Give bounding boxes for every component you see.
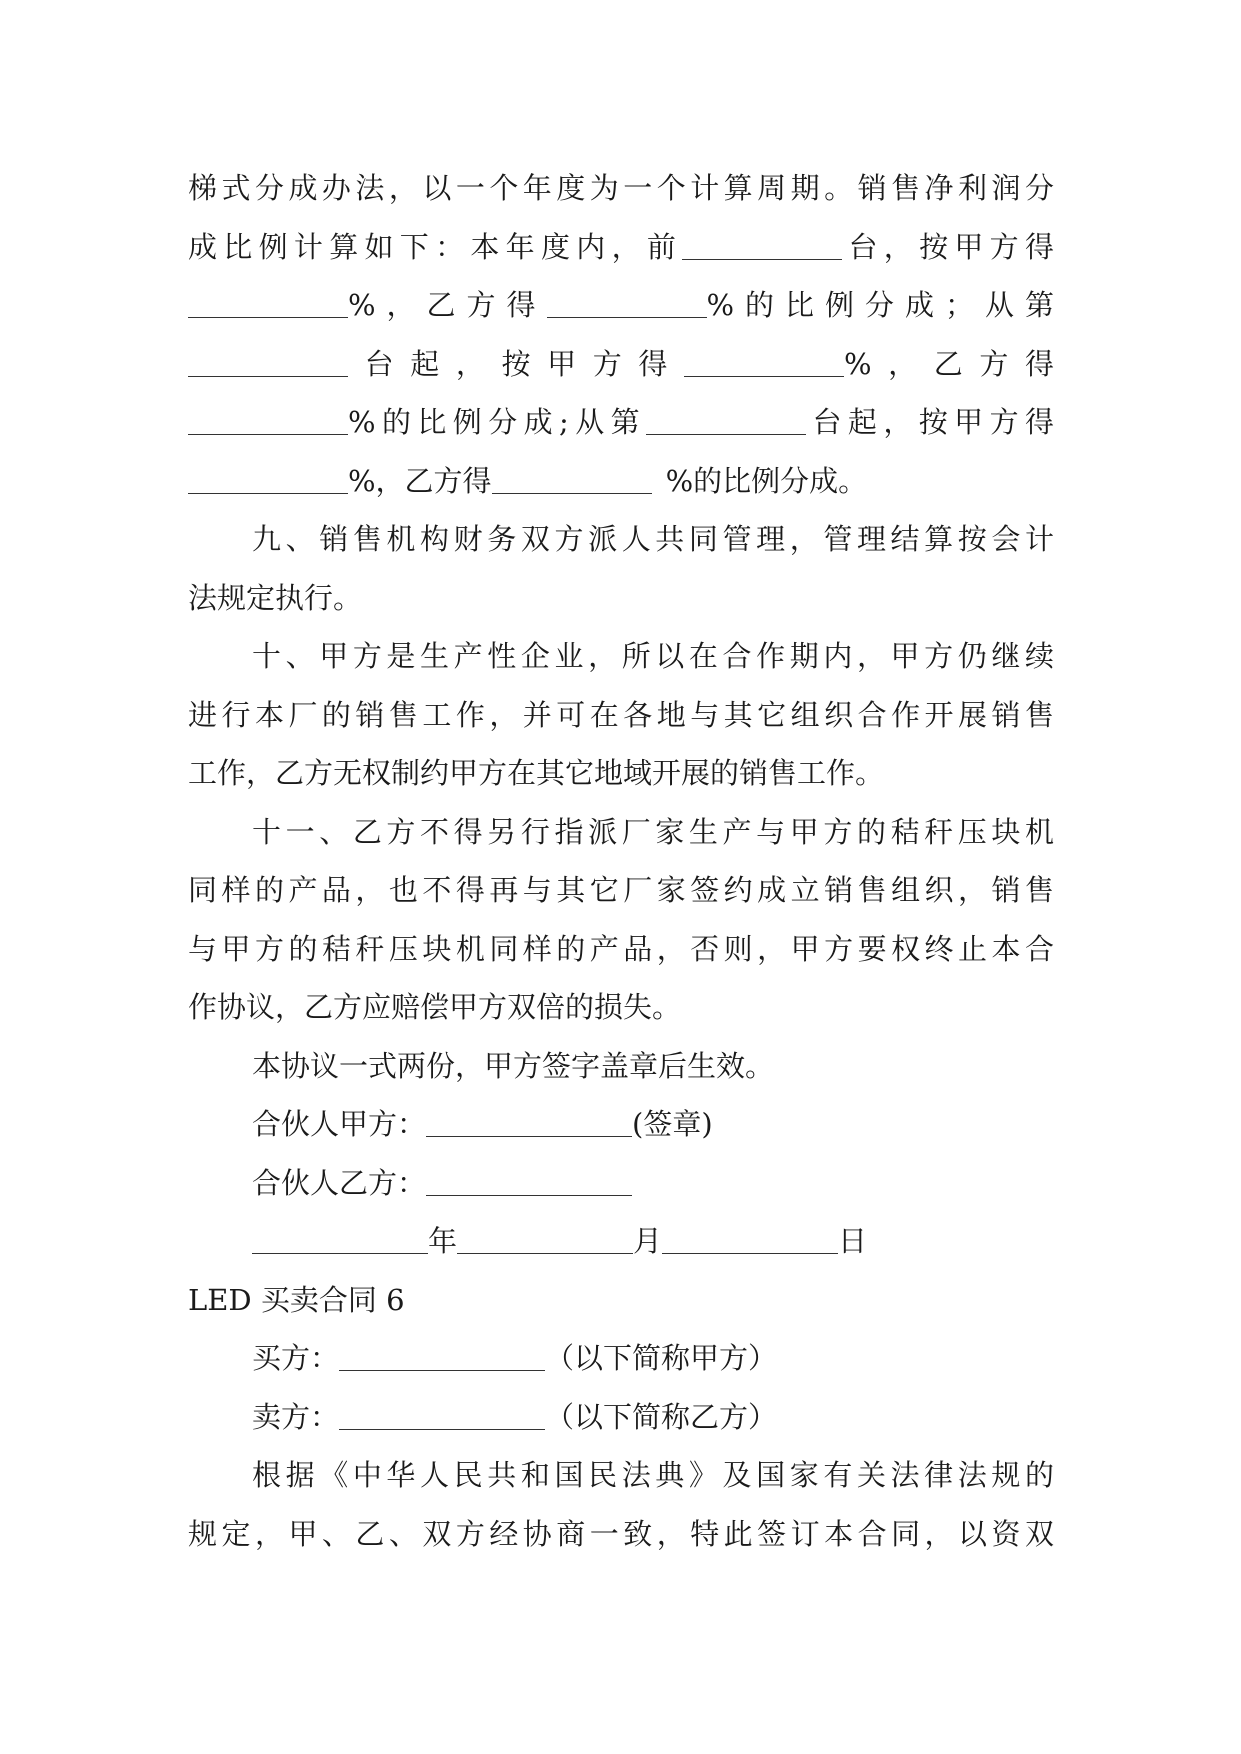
fill-blank[interactable] (547, 287, 707, 318)
clause11-line-1: 十一、乙方不得另行指派厂家生产与甲方的秸秆压块机 (252, 814, 1054, 849)
clause8-text: 台，按甲方得 (842, 229, 1054, 264)
seller-label: 卖方： (252, 1399, 340, 1434)
party-a-signature-line (188, 1095, 1054, 1154)
date-line (188, 1212, 1054, 1271)
fill-blank[interactable] (684, 346, 844, 377)
clause8-line-3 (188, 276, 1054, 335)
agreement-copies-line: 本协议一式两份，甲方签字盖章后生效。 (252, 1048, 775, 1083)
fill-blank[interactable] (188, 346, 348, 377)
contract6-basis-line-2: 规定，甲、乙、双方经协商一致，特此签订本合同，以资双 (188, 1516, 1054, 1551)
party-b-signature-blank[interactable] (426, 1165, 632, 1196)
party-b-signature-line (188, 1154, 1054, 1213)
clause10-line-3: 工作，乙方无权制约甲方在其它地域开展的销售工作。 (188, 756, 885, 790)
buyer-note: （以下简称甲方） (545, 1341, 778, 1375)
contract6-basis-line-1: 根据《中华人民共和国民法典》及国家有关法律法规的 (252, 1458, 1054, 1492)
year-label: 年 (428, 1224, 458, 1258)
clause8-line-6 (188, 452, 1054, 511)
party-b-label: 合伙人乙方： (252, 1165, 427, 1200)
clause9-line-1: 九、销售机构财务双方派人共同管理，管理结算按会计 (252, 522, 1054, 556)
clause8-text: %，乙方得 (348, 463, 492, 498)
clause9-line-2: 法规定执行。 (188, 580, 363, 615)
day-label: 日 (838, 1224, 868, 1258)
seller-line (188, 1388, 1054, 1447)
clause11-line-3: 与甲方的秸秆压块机同样的产品，否则，甲方要权终止本合 (188, 931, 1054, 966)
buyer-label: 买方： (252, 1341, 340, 1375)
clause11-line-2: 同样的产品，也不得再与其它厂家签约成立销售组织，销售 (188, 873, 1054, 907)
clause10-line-1: 十、甲方是生产性企业，所以在合作期内，甲方仍继续 (252, 639, 1054, 673)
party-a-label: 合伙人甲方： (252, 1107, 427, 1141)
clause8-text: %的比例分成；从第 (706, 288, 1054, 322)
month-blank[interactable] (457, 1223, 633, 1254)
clause8-line-2 (188, 218, 1054, 277)
clause8-line-5 (188, 393, 1054, 452)
fill-blank[interactable] (188, 287, 348, 318)
clause8-text: 台起，按甲方得 (348, 346, 684, 381)
fill-blank[interactable] (646, 404, 806, 435)
document-body (188, 159, 1054, 1563)
year-blank[interactable] (252, 1223, 428, 1254)
buyer-blank[interactable] (339, 1340, 545, 1371)
day-blank[interactable] (662, 1223, 838, 1254)
clause8-line-1: 梯式分成办法，以一个年度为一个计算周期。销售净利润分 (188, 171, 1054, 205)
seller-note: （以下简称乙方） (545, 1399, 778, 1434)
clause8-text: %的比例分成;从第 (348, 405, 647, 439)
clause8-text: 成比例计算如下：本年度内，前 (188, 229, 683, 264)
month-label: 月 (633, 1224, 663, 1258)
fill-blank[interactable] (188, 463, 348, 494)
contract6-title: LED 买卖合同 6 (188, 1282, 405, 1317)
party-a-signature-blank[interactable] (426, 1106, 632, 1137)
fill-blank[interactable] (188, 404, 348, 435)
clause11-line-4: 作协议，乙方应赔偿甲方双倍的损失。 (188, 990, 682, 1024)
clause8-text: %，乙方得 (348, 288, 547, 322)
party-a-seal-note: (签章) (632, 1107, 713, 1141)
seller-blank[interactable] (339, 1399, 545, 1430)
fill-blank[interactable] (682, 229, 842, 260)
clause10-line-2: 进行本厂的销售工作，并可在各地与其它组织合作开展销售 (188, 697, 1054, 732)
clause8-text: %，乙方得 (843, 346, 1054, 381)
buyer-line (188, 1329, 1054, 1388)
clause8-text: 台起，按甲方得 (806, 405, 1054, 439)
clause8-line-4 (188, 335, 1054, 394)
fill-blank[interactable] (492, 463, 652, 494)
clause8-text: %的比例分成。 (665, 463, 868, 498)
